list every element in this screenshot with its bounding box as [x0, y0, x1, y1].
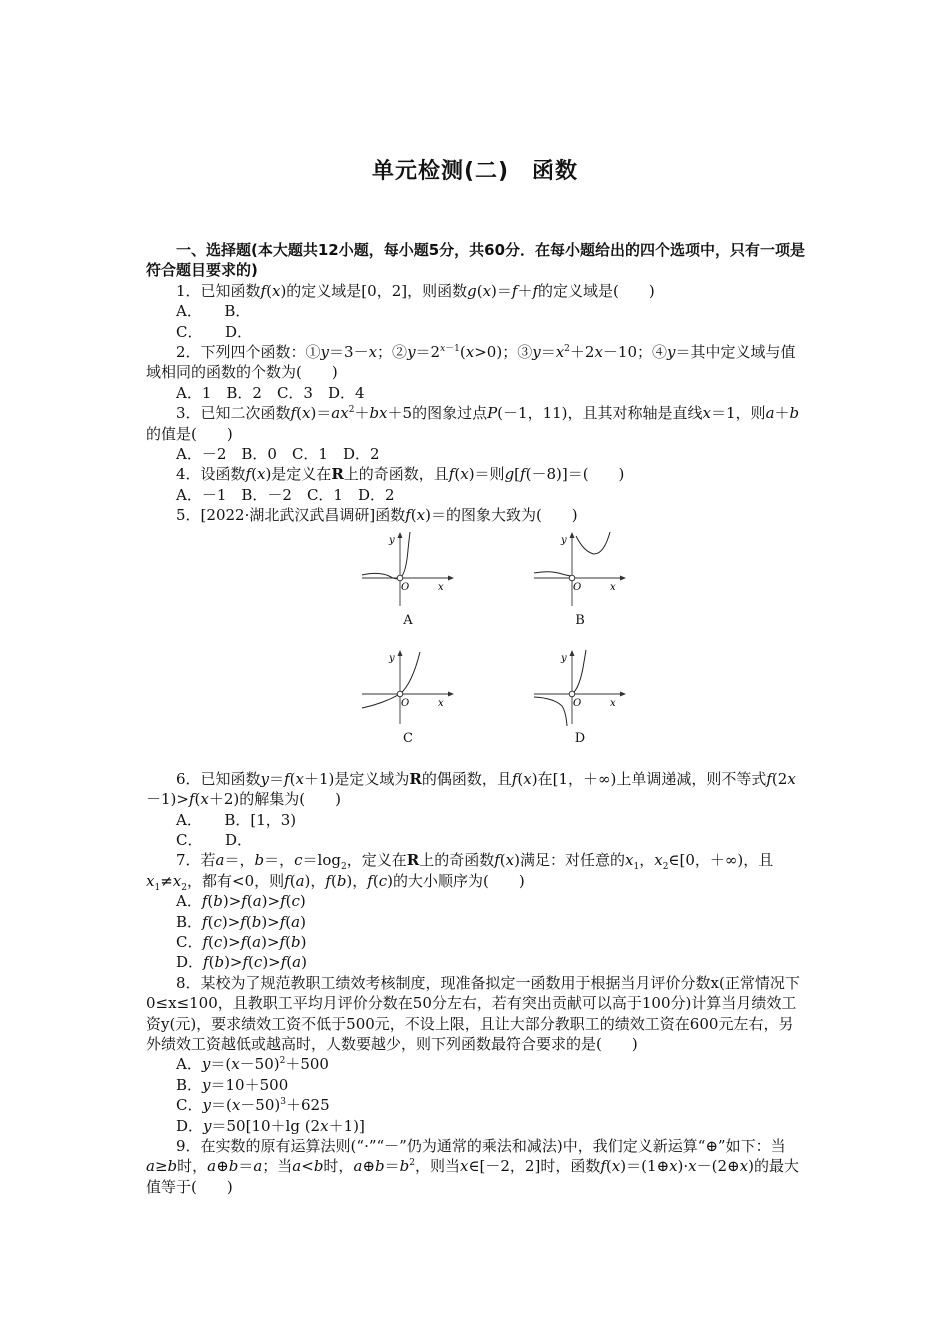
graph-options — [146, 530, 808, 763]
graph-a — [360, 530, 456, 628]
question-1-options-row1: A． B． — [176, 302, 251, 321]
question-8-option-d: D．y＝50[10＋lg (2x＋1)] — [176, 1116, 365, 1135]
y-axis-label: y — [561, 652, 567, 664]
question-5: 5．[2022·湖北武汉武昌调研]函数f(x)＝的图象大致为( ) — [176, 506, 578, 525]
question-3: 3．已知二次函数$f(x)=ax^2+bx+5$的图象过点P(－1，11)，且其对称轴是直线x＝1，则a＋b的值是( ) — [146, 404, 800, 443]
y-axis-arrow — [570, 532, 575, 538]
graph-a-label: A — [403, 612, 413, 628]
question-7-option-a: A．f(b)>f(a)>f(c) — [176, 892, 306, 911]
x-axis-arrow — [448, 691, 454, 696]
question-2: 2．下列四个函数：①y＝3－x；$②y=2^{x-1}(x>0)$；$③y=x^2+2x-10$；④y＝其中定义域与值域相同的函数的个数为( ) — [146, 343, 796, 382]
origin-point — [397, 691, 403, 697]
question-8-option-b: B．y＝10＋500 — [176, 1075, 289, 1094]
graph-b-label: B — [575, 612, 585, 628]
origin-point — [569, 691, 575, 697]
origin-point — [569, 575, 575, 581]
curve-left — [534, 697, 567, 726]
curve-right — [572, 650, 586, 694]
origin-label: O — [573, 697, 582, 709]
graph-b — [532, 530, 628, 628]
question-8-option-a: A．$y=(x-50)^2+500$ — [176, 1055, 329, 1074]
question-7-option-d: D．f(b)>f(c)>f(a) — [176, 953, 307, 972]
x-axis-arrow — [620, 575, 626, 580]
question-8-option-c: C．$y=(x-50)^3+625$ — [176, 1096, 330, 1115]
graph-a-plot — [360, 530, 456, 610]
question-8: 8．某校为了规范教职工绩效考核制度，现准备拟定一函数用于根据当月评价分数x(正常情况下0≤x≤100，且教职工平均月评价分数在50分左右，若有突出贡献可以高于100分)计算当月绩效工资y(元)，要求绩效工资不低于500元，不设上限，且让大部分教职工的绩效工资在600元左右，另外绩效工资越低或越高时，人数要越少，则下列函数最符合要求的是( ) — [146, 973, 800, 1053]
origin-label: O — [401, 697, 410, 709]
x-axis-label: x — [610, 697, 616, 709]
x-axis-arrow — [620, 691, 626, 696]
section-heading: 一、选择题(本大题共12小题，每小题5分，共60分．在每小题给出的四个选项中，只有一项是符合题目要求的) — [146, 241, 806, 280]
question-4: 4．设函数f(x)是定义在R上的奇函数，且f(x)＝则g[f(－8)]＝( ) — [176, 465, 625, 484]
question-2-options: A．1 B．2 C．3 D．4 — [176, 383, 365, 402]
graph-c-plot — [360, 648, 456, 728]
question-6-options-row2: C． D． — [176, 830, 253, 849]
graph-d — [532, 648, 628, 746]
question-1-options-row2: C． D． — [176, 322, 253, 341]
y-axis-label: y — [389, 652, 395, 664]
question-body — [146, 240, 808, 1197]
origin-point — [397, 575, 403, 581]
question-7-option-b: B．f(c)>f(b)>f(a) — [176, 912, 306, 931]
x-axis-label: x — [438, 697, 444, 709]
question-7: 7．若a＝，b＝，$c=\log_2$，定义在R上的奇函数f(x)满足：对任意的$x_1$，$x_2\in[0$，＋∞)，且$x_1\ne x_2$，都有<0，则f(a)，f(b)，f(c)的大小顺序为( ) — [146, 851, 774, 893]
curve-left — [534, 571, 572, 575]
y-axis-label: y — [389, 534, 395, 546]
curve — [362, 532, 410, 579]
question-4-options: A．－1 B．－2 C．1 D．2 — [176, 485, 395, 504]
question-9: 9．在实数的原有运算法则(“·”“－”仍为通常的乘法和减法)中，我们定义新运算“⊕”如下：当a≥b时，a⊕b＝a；当a<b时，$a\oplus b=b^2$，则当x∈[－2，2]时，函数f(x)＝(1⊕x)·x－(2⊕x)的最大值等于( ) — [146, 1137, 799, 1196]
x-axis-label: x — [438, 581, 444, 593]
question-3-options: A．－2 B．0 C．1 D．2 — [176, 445, 380, 464]
x-axis-arrow — [448, 575, 454, 580]
x-axis-label: x — [610, 581, 616, 593]
graph-b-plot — [532, 530, 628, 610]
curve-right — [576, 532, 610, 554]
graph-d-label: D — [574, 730, 586, 746]
graph-c-label: C — [403, 730, 413, 746]
graph-d-plot — [532, 648, 628, 728]
y-axis-label: y — [561, 534, 567, 546]
origin-label: O — [401, 581, 410, 593]
y-axis-arrow — [570, 650, 575, 656]
y-axis-arrow — [398, 650, 403, 656]
y-axis-arrow — [398, 532, 403, 538]
question-1: 1．已知函数f(x)的定义域是[0，2]，则函数g(x)＝f＋f的定义域是( ) — [176, 281, 655, 300]
question-6: 6．已知函数y＝f(x＋1)是定义域为R的偶函数，且f(x)在[1，＋∞)上单调递减，则不等式f(2x－1)>f(x＋2)的解集为( ) — [146, 769, 796, 809]
page-title: 单元检测(二) 函数 — [371, 159, 579, 184]
question-7-option-c: C．f(c)>f(a)>f(b) — [176, 932, 307, 951]
origin-label: O — [573, 581, 582, 593]
question-6-options-row1: A． B．[1，3) — [176, 810, 297, 829]
graph-c — [360, 648, 456, 746]
